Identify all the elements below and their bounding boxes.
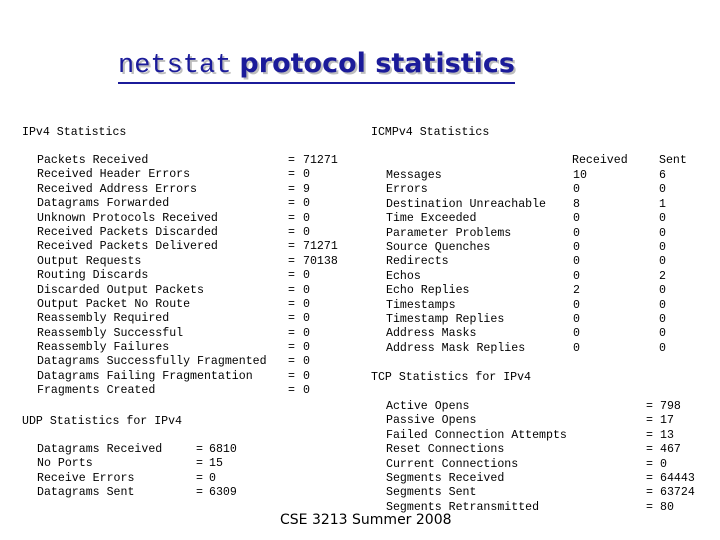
stat-value: 467	[660, 443, 681, 457]
udp-values	[209, 443, 237, 501]
stat-label: Echos	[386, 269, 421, 283]
stat-label: Datagrams Forwarded	[37, 197, 170, 211]
stat-value: 6309	[209, 486, 237, 500]
stat-label: Datagrams Sent	[37, 486, 135, 500]
stat-label: Discarded Output Packets	[37, 283, 204, 297]
stat-value: 0	[573, 240, 580, 254]
stat-label: Received Packets Delivered	[37, 240, 218, 254]
udp-heading: UDP Statistics for IPv4	[22, 415, 183, 428]
stat-value: 0	[573, 327, 580, 341]
separator: =	[288, 341, 295, 355]
separator: =	[646, 400, 653, 413]
stat-label: Output Packet No Route	[37, 297, 191, 311]
ipv4-labels	[37, 154, 267, 399]
stat-label: Routing Discards	[37, 269, 149, 283]
stat-value: 80	[660, 500, 674, 514]
separator: =	[196, 457, 203, 471]
stat-label: Datagrams Failing Fragmentation	[37, 369, 253, 383]
stat-value: 0	[209, 471, 216, 485]
stat-label: Unknown Protocols Received	[37, 211, 218, 225]
ipv4-separators	[288, 154, 295, 399]
stat-value: 0	[659, 255, 666, 269]
stat-label: Messages	[386, 169, 442, 182]
stat-label: Address Mask Replies	[386, 341, 526, 355]
stat-value: 0	[659, 212, 666, 226]
stat-label: Segments Sent	[386, 486, 477, 500]
separator: =	[646, 414, 653, 428]
stat-value: 0	[303, 283, 310, 297]
separator: =	[196, 486, 203, 500]
stat-label: Time Exceeded	[386, 212, 477, 226]
stat-label: Timestamp Replies	[386, 312, 505, 326]
stat-value: 0	[303, 211, 310, 225]
stat-value: 798	[660, 400, 681, 413]
stat-label: Received Address Errors	[37, 182, 198, 196]
stat-value: 70138	[303, 254, 338, 268]
stat-value: 13	[660, 428, 674, 442]
stat-value: 15	[209, 457, 223, 471]
stat-value: 0	[573, 298, 580, 312]
title-underline	[118, 82, 515, 84]
stat-value: 0	[573, 212, 580, 226]
stat-value: 0	[303, 355, 310, 369]
icmp-received-values	[573, 169, 587, 356]
stat-value: 64443	[660, 471, 695, 485]
stat-value: 0	[303, 384, 310, 398]
separator: =	[288, 254, 295, 268]
separator: =	[288, 283, 295, 297]
stat-value: 0	[659, 284, 666, 298]
stat-label: Received Header Errors	[37, 168, 191, 182]
stat-label: Passive Opens	[386, 414, 477, 428]
stat-value: 0	[660, 457, 667, 471]
icmp-labels	[386, 169, 546, 356]
separator: =	[288, 225, 295, 239]
stat-label: Reassembly Successful	[37, 326, 184, 340]
stat-label: Reset Connections	[386, 443, 505, 457]
stat-label: Fragments Created	[37, 384, 156, 398]
stat-value: 6810	[209, 443, 237, 456]
stat-label: Echo Replies	[386, 284, 470, 298]
stat-label: Receive Errors	[37, 471, 135, 485]
separator: =	[196, 471, 203, 485]
separator: =	[288, 355, 295, 369]
stat-value: 0	[659, 312, 666, 326]
stat-value: 0	[303, 326, 310, 340]
stat-value: 0	[573, 269, 580, 283]
stat-value: 2	[659, 269, 666, 283]
separator: =	[288, 197, 295, 211]
stat-value: 0	[659, 341, 666, 355]
stat-label: Address Masks	[386, 327, 477, 341]
title-netstat: netstat	[118, 51, 232, 81]
separator: =	[288, 182, 295, 196]
stat-value: 0	[573, 341, 580, 355]
separator: =	[288, 326, 295, 340]
stat-label: Reassembly Required	[37, 312, 170, 326]
separator: =	[646, 428, 653, 442]
stat-value: 0	[303, 269, 310, 283]
stat-value: 0	[303, 197, 310, 211]
stat-value: 63724	[660, 486, 695, 500]
tcp-labels	[386, 400, 567, 515]
separator: =	[646, 471, 653, 485]
stat-value: 0	[573, 255, 580, 269]
stat-label: Segments Received	[386, 471, 505, 485]
icmp-sent-header: Sent	[659, 154, 687, 167]
ipv4-values	[303, 154, 338, 399]
stat-value: 71271	[303, 240, 338, 254]
stat-value: 8	[573, 197, 580, 211]
separator: =	[288, 168, 295, 182]
separator: =	[646, 486, 653, 500]
separator: =	[288, 240, 295, 254]
stat-value: 0	[659, 327, 666, 341]
stat-value: 6	[659, 169, 666, 182]
icmp-heading: ICMPv4 Statistics	[371, 126, 490, 139]
separator: =	[288, 211, 295, 225]
separator: =	[288, 269, 295, 283]
stat-value: 0	[659, 240, 666, 254]
title-protocol-statistics: protocol statistics	[239, 48, 515, 79]
tcp-values	[660, 400, 695, 515]
separator: =	[288, 297, 295, 311]
stat-value: 71271	[303, 154, 338, 167]
stat-value: 1	[659, 197, 666, 211]
stat-label: Segments Retransmitted	[386, 500, 540, 514]
separator: =	[646, 500, 653, 514]
separator: =	[288, 154, 295, 167]
stat-label: Datagrams Received	[37, 443, 163, 456]
stat-label: Active Opens	[386, 400, 470, 413]
separator: =	[646, 443, 653, 457]
icmp-sent-values	[659, 169, 666, 356]
stat-label: Errors	[386, 183, 428, 197]
stat-label: Packets Received	[37, 154, 149, 167]
stat-label: Output Requests	[37, 254, 142, 268]
stat-value: 0	[303, 225, 310, 239]
udp-labels	[37, 443, 162, 501]
tcp-separators	[646, 400, 653, 515]
stat-label: Failed Connection Attempts	[386, 428, 567, 442]
separator: =	[288, 369, 295, 383]
stat-value: 0	[303, 168, 310, 182]
stat-label: Parameter Problems	[386, 226, 512, 240]
slide-title	[118, 48, 515, 88]
stat-value: 0	[303, 341, 310, 355]
stat-label: Destination Unreachable	[386, 197, 547, 211]
stat-value: 10	[573, 169, 587, 182]
stat-value: 0	[303, 312, 310, 326]
separator: =	[288, 312, 295, 326]
separator: =	[646, 457, 653, 471]
stat-label: Redirects	[386, 255, 449, 269]
stat-value: 0	[659, 226, 666, 240]
stat-label: Datagrams Successfully Fragmented	[37, 355, 267, 369]
stat-value: 2	[573, 284, 580, 298]
stat-label: No Ports	[37, 457, 93, 471]
stat-value: 0	[573, 183, 580, 197]
stat-value: 0	[573, 312, 580, 326]
stat-value: 0	[573, 226, 580, 240]
icmp-received-header: Received	[572, 154, 628, 167]
stat-label: Timestamps	[386, 298, 456, 312]
ipv4-heading: IPv4 Statistics	[22, 126, 127, 139]
stat-label: Source Quenches	[386, 240, 491, 254]
stat-label: Received Packets Discarded	[37, 225, 218, 239]
separator: =	[196, 443, 203, 456]
stat-value: 17	[660, 414, 674, 428]
tcp-heading: TCP Statistics for IPv4	[371, 371, 532, 384]
separator: =	[288, 384, 295, 398]
stat-value: 0	[303, 369, 310, 383]
stat-value: 0	[659, 183, 666, 197]
stat-label: Reassembly Failures	[37, 341, 170, 355]
stat-value: 0	[659, 298, 666, 312]
udp-separators	[196, 443, 203, 501]
stat-value: 9	[303, 182, 310, 196]
stat-value: 0	[303, 297, 310, 311]
footer-course: CSE 3213 Summer 2008	[280, 512, 452, 528]
stat-label: Current Connections	[386, 457, 519, 471]
